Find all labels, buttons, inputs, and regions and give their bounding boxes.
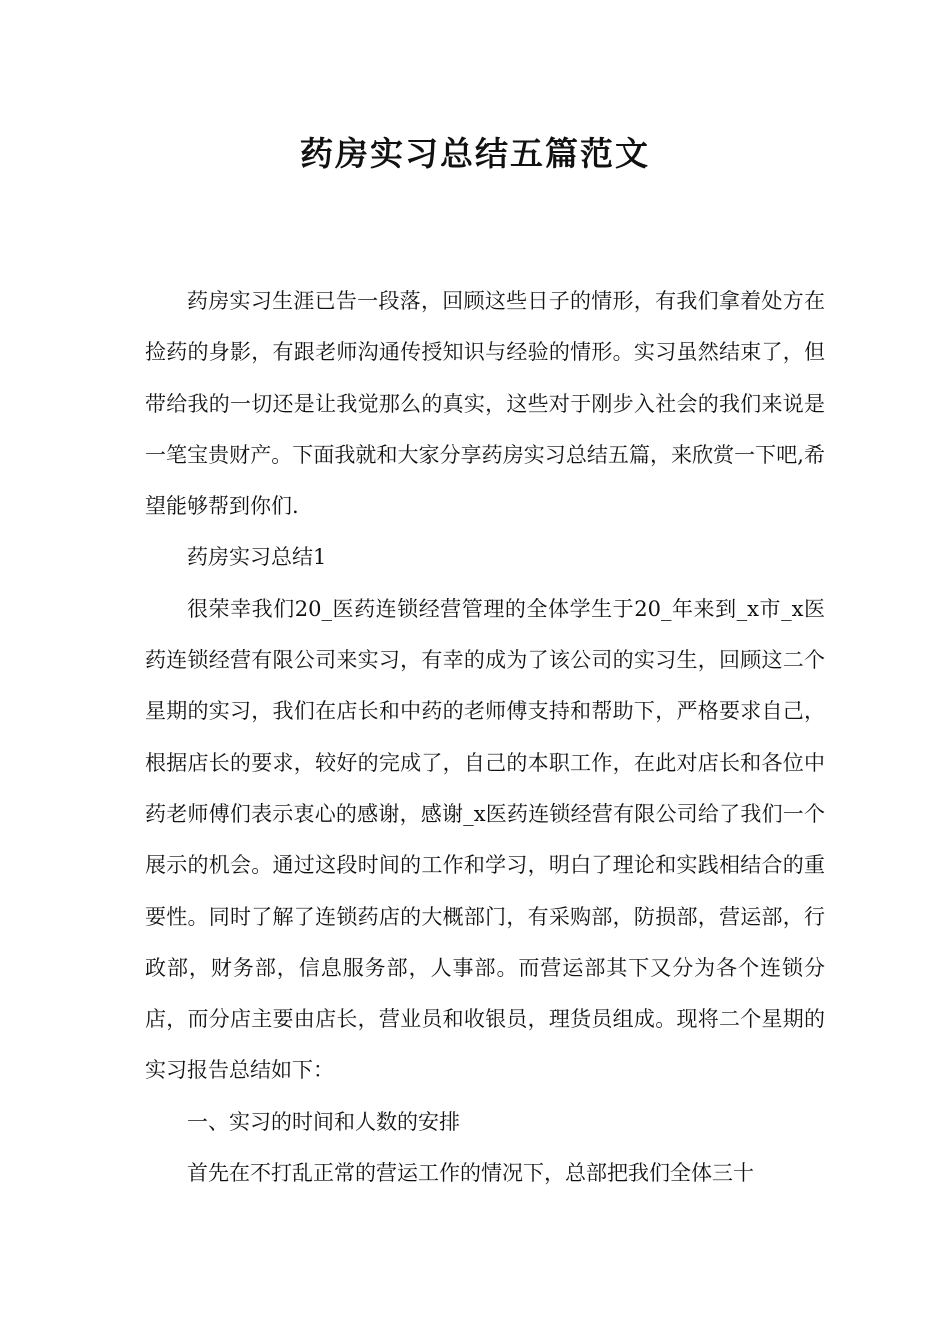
section-heading-summary-1: 药房实习总结1 xyxy=(187,545,327,570)
intro-paragraph: 药房实习生涯已告一段落，回顾这些日子的情形，有我们拿着处方在捡药的身影，有跟老师沟通传授知识与经验的情形。实习虽然结束了，但带给我的一切还是让我觉那么的真实，这些对于刚步入社会的我们来说是一笔宝贵财产。下面我就和大家分享药房实习总结五篇，来欣赏一下吧,希望能够帮到你们. xyxy=(145,289,825,519)
subsection-heading-time-and-staffing: 一、实习的时间和人数的安排 xyxy=(187,1109,460,1134)
document-body xyxy=(145,276,825,1199)
summary-1-paragraph: 很荣幸我们20_医药连锁经营管理的全体学生于20_年来到_x市_x医药连锁经营有限公司来实习，有幸的成为了该公司的实习生，回顾这二个星期的实习，我们在店长和中药的老师傅支持和帮助下，严格要求自己，根据店长的要求，较好的完成了，自己的本职工作，在此对店长和各位中药老师傅们表示衷心的感谢，感谢_x医药连锁经营有限公司给了我们一个展示的机会。通过这段时间的工作和学习，明白了理论和实践相结合的重要性。同时了解了连锁药店的大概部门，有采购部，防损部，营运部，行政部，财务部，信息服务部，人事部。而营运部其下又分为各个连锁分店，而分店主要由店长，营业员和收银员，理货员组成。现将二个星期的实习报告总结如下： xyxy=(145,596,825,1083)
document-title: 药房实习总结五篇范文 xyxy=(300,134,650,173)
time-and-staffing-paragraph: 首先在不打乱正常的营运工作的情况下，总部把我们全体三十 xyxy=(187,1161,754,1186)
